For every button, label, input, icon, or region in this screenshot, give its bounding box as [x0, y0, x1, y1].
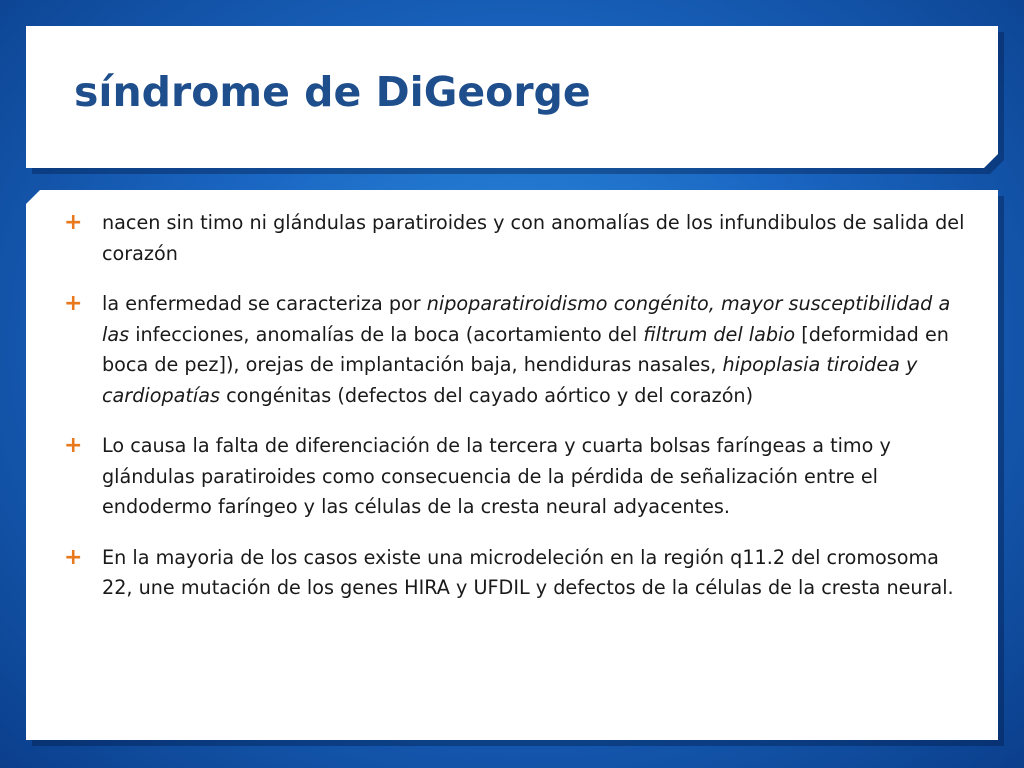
italic-text-run: filtrum del labio	[643, 322, 796, 346]
plus-bullet-icon: +	[64, 433, 83, 458]
bullet-text	[102, 546, 954, 600]
slide-title: síndrome de DiGeorge	[74, 68, 591, 116]
bullet-list	[40, 208, 970, 624]
bullet-item	[40, 543, 970, 604]
bullet-item	[40, 208, 970, 269]
plus-bullet-icon: +	[64, 544, 83, 570]
text-run: congénitas (defectos del cayado aórtico y del corazón)	[220, 383, 754, 407]
plus-bullet-icon: +	[64, 291, 83, 316]
bullet-item	[40, 289, 970, 411]
text-run: Lo causa la falta de diferenciación de la tercera y cuarta bolsas faríngeas a timo y glándulas paratiroides como consecuencia de la pérdida de señalización entre el endodermo faríngeo y las células de la cresta neural adyacentes.	[102, 434, 891, 518]
plus-bullet-icon: +	[64, 210, 83, 235]
bullet-text	[102, 434, 891, 518]
italic-text-run: nipoparatiroidismo congénito, mayor susceptibilidad a las	[102, 292, 951, 346]
bullet-item	[40, 431, 970, 523]
text-run: En la mayoria de los casos existe una microdeleción en la región q11.2 del cromosoma 22, une mutación de los genes HIRA y UFDIL y defectos de la células de la cresta neural.	[102, 545, 954, 599]
text-run: la enfermedad se caracteriza por	[102, 292, 427, 315]
bullet-text	[102, 211, 964, 265]
text-run: [deformidad en boca de pez]), orejas de implantación baja, hendiduras nasales,	[102, 322, 949, 376]
text-run: infecciones, anomalías de la boca (acortamiento del	[129, 322, 644, 346]
bullet-text	[102, 292, 950, 407]
text-run: nacen sin timo ni glándulas paratiroides y con anomalías de los infundibulos de salida del corazón	[102, 211, 965, 265]
italic-text-run: hipoplasia tiroidea y cardiopatías	[102, 353, 918, 407]
